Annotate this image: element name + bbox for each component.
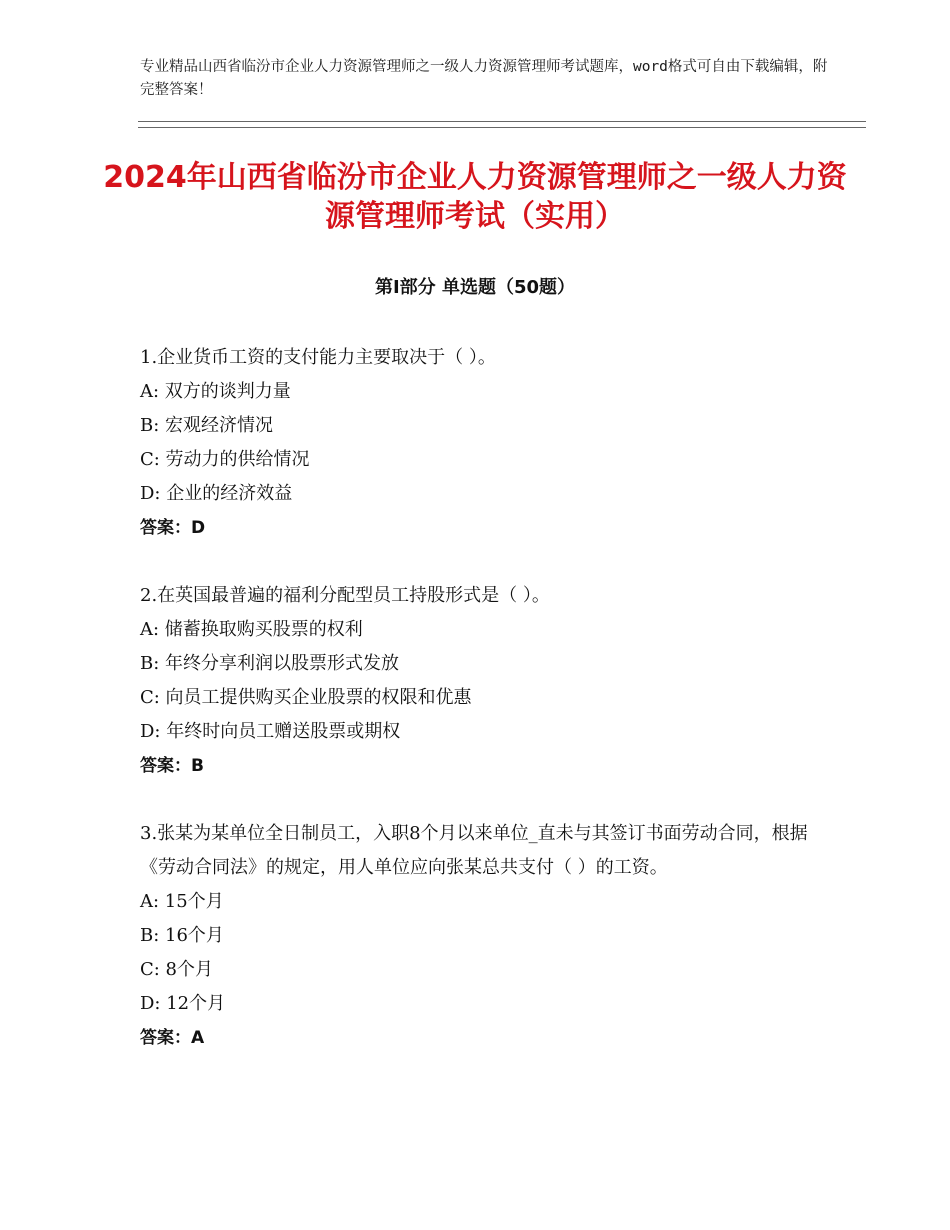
option-c: C: 向员工提供购买企业股票的权限和优惠 (140, 687, 472, 708)
option-b: B: 16个月 (140, 925, 224, 946)
question-list (140, 341, 820, 1089)
option-c: C: 8个月 (140, 959, 214, 980)
option-c: C: 劳动力的供给情况 (140, 449, 310, 470)
page-header-note: 专业精品山西省临汾市企业人力资源管理师之一级人力资源管理师考试题库，word格式可自由下载编辑，附完整答案！ (140, 59, 828, 98)
header-divider (138, 121, 866, 128)
option-b: B: 年终分享利润以股票形式发放 (140, 653, 400, 674)
option-a: A: 双方的谈判力量 (140, 381, 291, 402)
option-d: D: 年终时向员工赠送股票或期权 (140, 721, 401, 742)
option-b: B: 宏观经济情况 (140, 415, 274, 436)
question-stem: 3.张某为某单位全日制员工，入职8个月以来单位_直未与其签订书面劳动合同，根据 《劳动合同法》的规定，用人单位应向张某总共支付（ ）的工资。 (140, 823, 808, 878)
question-stem: 1.企业货币工资的支付能力主要取决于（ ）。 (140, 347, 496, 368)
option-a: A: 储蓄换取购买股票的权利 (140, 619, 363, 640)
option-a: A: 15个月 (140, 891, 224, 912)
document-title: 2024年山西省临汾市企业人力资源管理师之一级人力资源管理师考试（实用） (103, 160, 847, 234)
option-d: D: 企业的经济效益 (140, 483, 293, 504)
question-stem: 2.在英国最普遍的福利分配型员工持股形式是（ ）。 (140, 585, 550, 606)
option-d: D: 12个月 (140, 993, 226, 1014)
question-3 (140, 817, 820, 1055)
question-2 (140, 579, 820, 783)
section-heading: 第Ⅰ部分 单选题（50题） (374, 277, 575, 298)
question-1 (140, 341, 820, 545)
answer-line: 答案：A (140, 1028, 205, 1048)
answer-line: 答案：B (140, 756, 204, 776)
answer-line: 答案：D (140, 518, 206, 538)
